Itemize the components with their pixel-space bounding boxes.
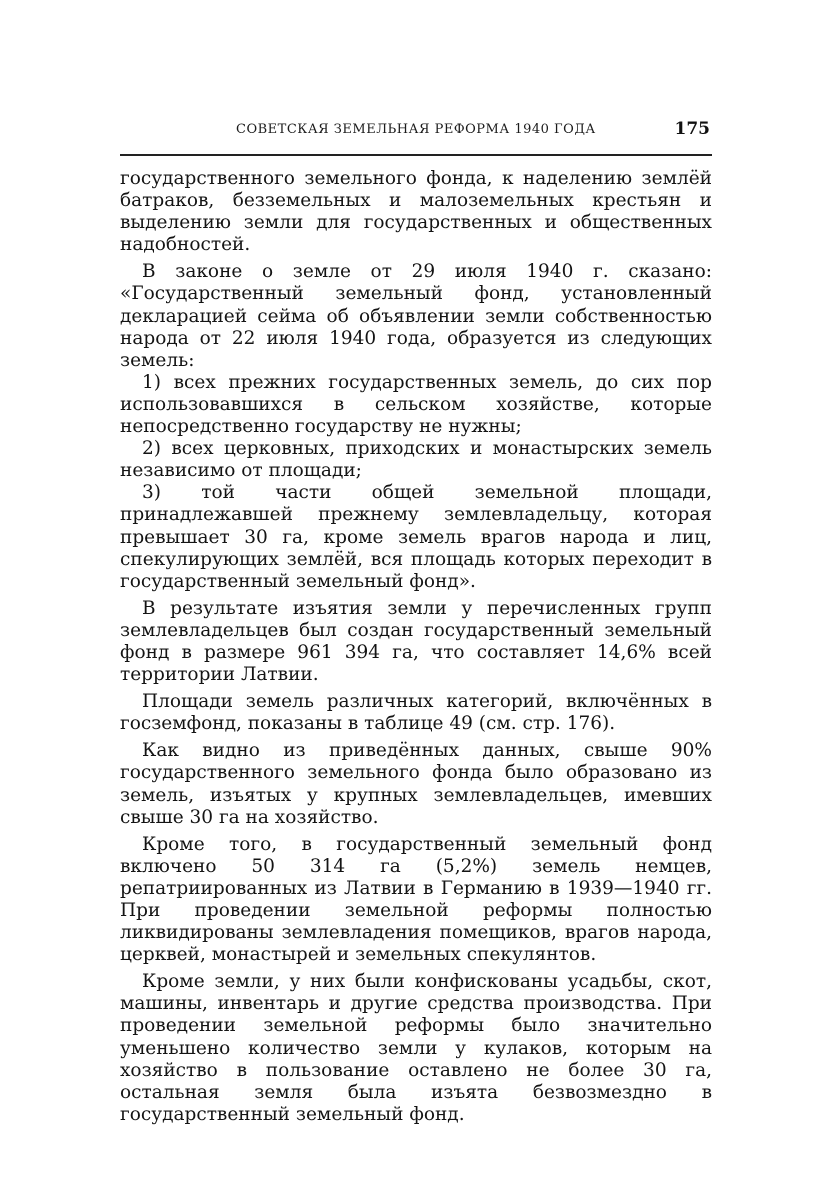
paragraph: Кроме земли, у них были конфискованы усадьбы, скот, машины, инвентарь и другие средства производства. При проведении земельной реформы было значительно уменьшено количество земли у кулаков, которым на хозяйство в пользование оставлено не более 30 га, остальная земля была изъята безвозмездно в государственный земельный фонд.: [120, 971, 712, 1125]
paragraph: В законе о земле от 29 июля 1940 г. сказано: «Государственный земельный фонд, установленный декларацией сейма об объявлении земли собственностью народа от 22 июля 1940 года, образуется из следующих земель:: [120, 261, 712, 371]
paragraph-list-item: 3) той части общей земельной площади, принадлежавшей прежнему землевладельцу, которая превышает 30 га, кроме земель врагов народа и лиц, спекулирующих землёй, вся площадь которых переходит в государственный земельный фонд».: [120, 482, 712, 592]
body-text: [120, 168, 712, 1126]
page-header: [120, 116, 712, 156]
paragraph: В результате изъятия земли у перечисленных групп землевладельцев был создан государственный земельный фонд в размере 961 394 га, что составляет 14,6% всей территории Латвии.: [120, 597, 712, 686]
paragraph: государственного земельного фонда, к наделению землёй батраков, безземельных и малоземельных крестьян и выделению земли для государственных и общественных надобностей.: [120, 168, 712, 256]
running-title: СОВЕТСКАЯ ЗЕМЕЛЬНАЯ РЕФОРМА 1940 ГОДА: [236, 122, 596, 137]
page-number: 175: [674, 119, 710, 139]
paragraph-list-item: 1) всех прежних государственных земель, до сих пор использовавшихся в сельском хозяйстве, которые непосредственно государству не нужны;: [120, 371, 712, 438]
paragraph-list-item: 2) всех церковных, приходских и монастырских земель независимо от площади;: [120, 438, 712, 482]
paragraph: Площади земель различных категорий, включённых в госземфонд, показаны в таблице 49 (см. стр. 176).: [120, 691, 712, 735]
paragraph: Как видно из приведённых данных, свыше 90% государственного земельного фонда было образовано из земель, изъятых у крупных землевладельцев, имевших свыше 30 га на хозяйство.: [120, 740, 712, 828]
paragraph: Кроме того, в государственный земельный фонд включено 50 314 га (5,2%) земель немцев, репатриированных из Латвии в Германию в 1939—1940 гг. При проведении земельной реформы полностью ликвидированы землевладения помещиков, врагов народа, церквей, монастырей и земельных спекулянтов.: [120, 833, 712, 966]
